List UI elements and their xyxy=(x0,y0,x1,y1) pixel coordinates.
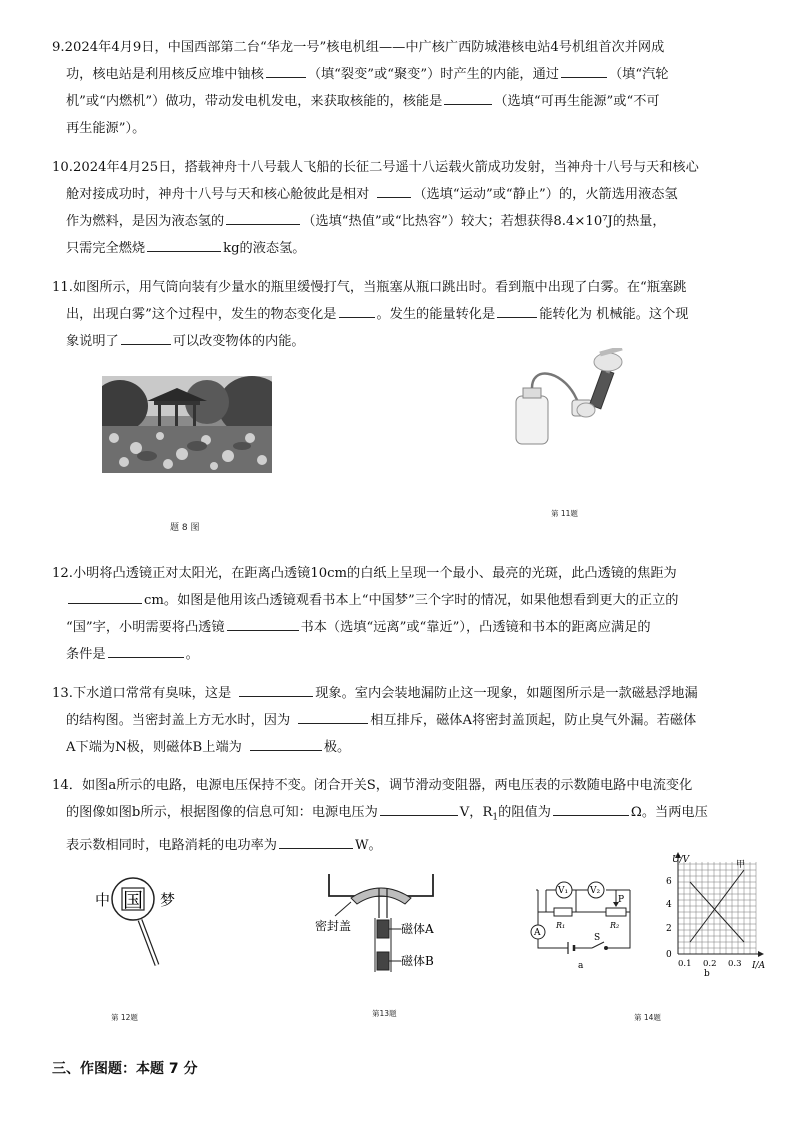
q11-line1: 11.如图所示，用气筒向装有少量水的瓶里缓慢打气，当瓶塞从瓶口跳出时。看到瓶中出现了白雾。在“瓶塞跳 xyxy=(52,280,687,295)
fig14a-ammeter: A xyxy=(534,928,541,938)
caption-fig13: 第13题 xyxy=(372,1009,397,1018)
question-10 xyxy=(52,154,752,262)
fig12-char-zhong: 中 xyxy=(95,891,111,909)
bottle-pump-figure xyxy=(510,348,630,448)
fig12-char-meng: 梦 xyxy=(160,891,176,909)
graph-xtick-0.1: 0.1 xyxy=(678,959,692,969)
q9-line2: 功，核电站是利用核反应堆中铀核 （填“裂变”或“聚变”）时产生的内能，通过 （填“汽轮 xyxy=(52,61,752,88)
question-13 xyxy=(52,680,752,761)
caption-fig14: 第 14题 xyxy=(634,1013,661,1022)
q12-line3: “国”字，小明需要将凸透镜 书本（选填“远离”或“靠近”），凸透镜和书本的距离应满足的 xyxy=(52,614,752,641)
q12-line2: cm。如图是他用该凸透镜观看书本上“中国梦”三个字时的情况，如果他想看到更大的正立的 xyxy=(52,587,752,614)
q12-blank-3[interactable] xyxy=(108,643,184,658)
graph-grid xyxy=(678,862,756,954)
caption-fig8: 题 8 图 xyxy=(170,523,200,533)
q9-line3: 机”或“内燃机”）做功，带动发电机发电，来获取核能的，核能是 （选填“可再生能源”或“不可 xyxy=(52,88,752,115)
q11-blank-2[interactable] xyxy=(497,303,537,318)
q10-blank-2[interactable] xyxy=(226,210,300,225)
fig14a-r2: R₂ xyxy=(610,921,620,930)
question-11 xyxy=(52,274,752,355)
q9-line1: 9.2024年4月9日，中国西部第二台“华龙一号”核电机组——中广核广西防城港核电站4号机组首次并网成 xyxy=(52,40,665,55)
q14-line2: 的图像如图b所示，根据图像的信息可知：电源电压为 V，$R_1$的阻值为 Ω。当两电压 xyxy=(52,799,752,832)
graph-xtick-0.2: 0.2 xyxy=(703,959,717,969)
q13-line2: 的结构图。当密封盖上方无水时，因为 相互排斥，磁体A将密封盖顶起，防止臭气外漏。若磁体 xyxy=(52,707,752,734)
q11-blank-1[interactable] xyxy=(339,303,375,318)
q9-blank-2[interactable] xyxy=(561,63,607,78)
fig14a-label: a xyxy=(578,961,584,971)
q14-blank-1[interactable] xyxy=(380,801,458,816)
q10-line4: 只需完全燃烧 kg的液态氢。 xyxy=(52,235,752,262)
graph-ytick-6: 6 xyxy=(666,877,672,887)
q13-line3: A下端为N极，则磁体B上端为 极。 xyxy=(52,734,752,761)
magnifier-figure xyxy=(88,872,188,972)
section-heading: 三、作图题：本题 7 分 xyxy=(52,1061,198,1077)
graph-ytick-2: 2 xyxy=(666,924,672,934)
graph-ytick-0: 0 xyxy=(666,950,672,960)
fig13-cover-label: 密封盖 xyxy=(315,919,352,933)
graph-x-label: I/A xyxy=(752,961,766,971)
fig14a-p: P xyxy=(618,895,625,905)
q12-line1: 12.小明将凸透镜正对太阳光，在距离凸透镜10cm的白纸上呈现一个最小、最亮的光斑，此凸透镜的焦距为 xyxy=(52,566,677,581)
caption-fig12: 第 12题 xyxy=(111,1013,138,1022)
fig14a-v2: V₂ xyxy=(590,886,601,896)
graph-y-label: U/V xyxy=(672,855,690,865)
question-9 xyxy=(52,34,752,142)
q14-blank-2[interactable] xyxy=(553,801,629,816)
q9-line4: 再生能源”）。 xyxy=(66,121,146,136)
q13-line1: 13.下水道口常常有臭味，这是 现象。室内会装地漏防止这一现象，如题图所示是一款磁悬浮地漏 xyxy=(52,680,752,707)
fig14a-v1: V₁ xyxy=(558,886,569,896)
q12-blank-2[interactable] xyxy=(227,616,299,631)
q12-line4: 条件是 。 xyxy=(52,641,752,668)
q10-line3: 作为燃料，是因为液态氢的 （选填“热值”或“比热容”）较大；若想获得8.4×10⁷J的热量， xyxy=(52,208,752,235)
graph-curve-label: 甲 xyxy=(736,860,746,870)
q11-blank-3[interactable] xyxy=(121,330,171,345)
q14-line3: 表示数相同时，电路消耗的电功率为 W。 xyxy=(52,832,752,859)
ui-graph-figure xyxy=(648,850,768,982)
fig13-magnet-b-label: 磁体B xyxy=(401,954,434,968)
graph-label-b: b xyxy=(704,969,710,979)
q14-blank-3[interactable] xyxy=(279,834,353,849)
fig12-char-guo: 国 xyxy=(123,888,143,912)
fig14a-s: S xyxy=(594,933,601,943)
q10-blank-3[interactable] xyxy=(147,237,221,252)
fig13-magnet-a-label: 磁体A xyxy=(401,922,434,936)
q11-line2: 出，出现白雾”这个过程中，发生的物态变化是 。发生的能量转化是 能转化为 机械能。这个现 xyxy=(52,301,752,328)
q14-line1: 14．如图a所示的电路，电源电压保持不变。闭合开关S，调节滑动变阻器，两电压表的示数随电路中电流变化 xyxy=(52,778,693,793)
q13-blank-2[interactable] xyxy=(298,709,368,724)
q9-blank-3[interactable] xyxy=(444,90,492,105)
graph-ytick-4: 4 xyxy=(666,900,672,910)
q13-blank-3[interactable] xyxy=(250,736,322,751)
q10-blank-1[interactable] xyxy=(377,183,411,198)
graph-xtick-0.3: 0.3 xyxy=(728,959,742,969)
q10-line2: 舱对接成功时，神舟十八号与天和核心舱彼此是相对 （选填“运动”或“静止”）的，火箭选用液态氢 xyxy=(52,181,752,208)
fig14a-r1: R₁ xyxy=(556,921,566,930)
q12-blank-1[interactable] xyxy=(68,589,142,604)
q9-blank-1[interactable] xyxy=(266,63,306,78)
pavilion-photo xyxy=(102,376,272,473)
question-14 xyxy=(52,772,752,859)
q11-line3: 象说明了 可以改变物体的内能。 xyxy=(52,328,752,355)
floor-drain-figure xyxy=(305,872,445,977)
question-12 xyxy=(52,560,752,668)
caption-fig11: 第 11题 xyxy=(551,509,578,518)
circuit-figure xyxy=(526,876,638,976)
q10-line1: 10.2024年4月25日，搭载神舟十八号载人飞船的长征二号遥十八运载火箭成功发射，当神舟十八号与天和核心 xyxy=(52,160,699,175)
q13-blank-1[interactable] xyxy=(239,682,313,697)
